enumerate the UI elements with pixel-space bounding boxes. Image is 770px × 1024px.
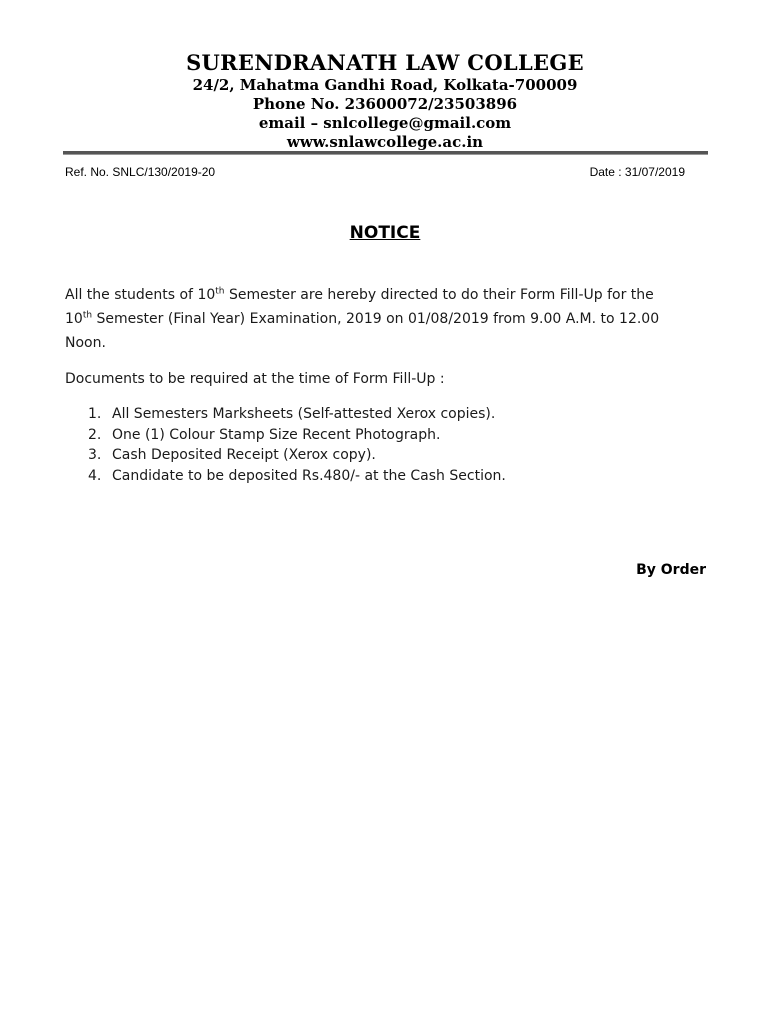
paragraph-text: Semester (Final Year) Examination, 2019 on 01/08/2019 from 9.00 A.M. to 12.00 (92, 311, 660, 327)
list-item (85, 404, 685, 425)
letterhead (0, 50, 770, 152)
paragraph-line-1-text (65, 283, 654, 307)
paragraph-text: Semester are hereby directed to do their Form Fill-Up for the (224, 287, 654, 303)
reference-number: Ref. No. SNLC/130/2019-20 (65, 165, 216, 179)
list-number: 2. (88, 426, 102, 443)
paragraph-line-2 (65, 307, 706, 331)
letterhead-divider (63, 151, 708, 155)
college-address: 24/2, Mahatma Gandhi Road, Kolkata-700009 (192, 76, 578, 94)
notice-title: NOTICE (349, 223, 421, 243)
college-email: email – snlcollege@gmail.com (258, 114, 512, 132)
list-number: 3. (88, 447, 102, 463)
college-name: SURENDRANATH LAW COLLEGE (186, 50, 584, 75)
list-item (85, 466, 685, 487)
list-item-text: Candidate to be deposited Rs.480/- at the Cash Section. (112, 467, 506, 484)
list-item-text: Cash Deposited Receipt (Xerox copy). (112, 447, 376, 463)
list-number: 4. (88, 467, 102, 484)
list-item (85, 425, 685, 446)
paragraph-line-3: Noon. (65, 335, 106, 351)
list-item-text: One (1) Colour Stamp Size Recent Photograph. (112, 426, 441, 443)
documents-list (85, 404, 685, 486)
paragraph-text: 10 (65, 311, 83, 327)
documents-intro: Documents to be required at the time of Form Fill-Up : (65, 371, 445, 387)
college-phone: Phone No. 23600072/23503896 (252, 95, 518, 113)
college-website: www.snlawcollege.ac.in (286, 133, 484, 151)
list-item-text: All Semesters Marksheets (Self-attested Xerox copies). (112, 406, 496, 422)
list-number: 1. (88, 406, 102, 422)
signoff: By Order (636, 562, 706, 578)
paragraph-text: All the students of 10 (65, 287, 216, 303)
notice-date: Date : 31/07/2019 (589, 165, 685, 179)
ordinal-suffix: th (215, 286, 225, 297)
ordinal-suffix: th (82, 310, 93, 321)
notice-paragraph (65, 283, 706, 355)
paragraph-line-1 (65, 283, 706, 307)
list-item (85, 445, 685, 466)
